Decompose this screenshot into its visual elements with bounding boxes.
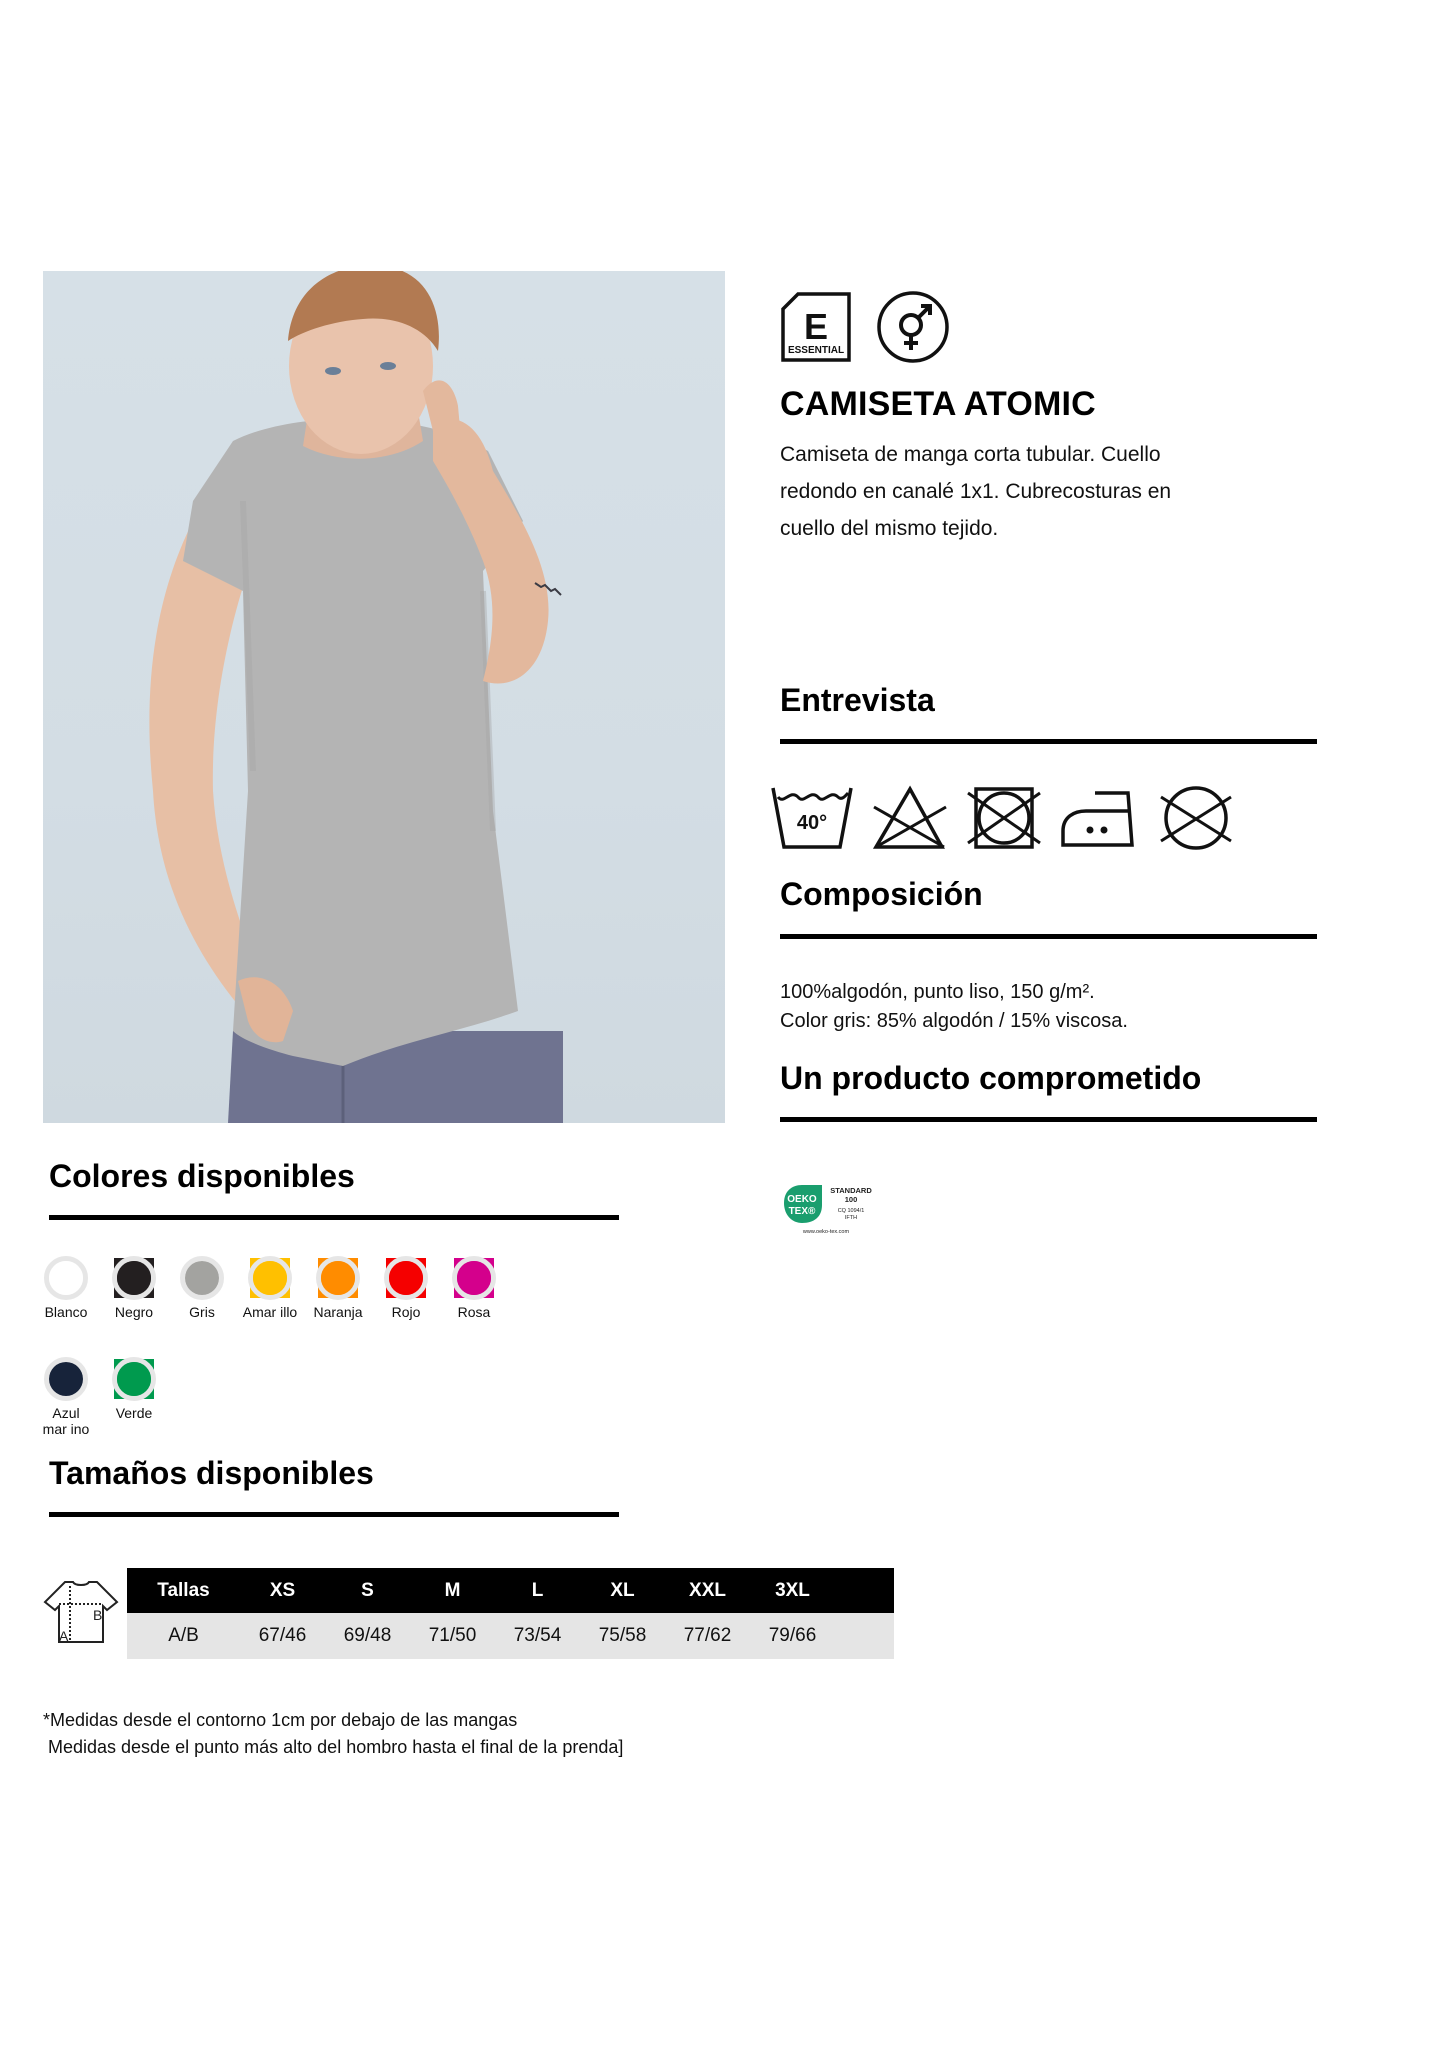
svg-text:TEX®: TEX® bbox=[788, 1206, 816, 1217]
svg-text:B: B bbox=[93, 1607, 103, 1623]
size-header-3xl: 3XL bbox=[750, 1568, 835, 1613]
color-label: Negro bbox=[114, 1304, 154, 1320]
color-label: Rosa bbox=[457, 1304, 491, 1320]
colors-divider bbox=[49, 1215, 619, 1220]
svg-text:A: A bbox=[59, 1628, 69, 1644]
size-value: 79/66 bbox=[750, 1613, 835, 1659]
color-label: Azul mar ino bbox=[42, 1405, 90, 1437]
color-swatches-row-2 bbox=[32, 1358, 168, 1437]
care-icons bbox=[770, 785, 1234, 851]
svg-text:www.oeko-tex.com: www.oeko-tex.com bbox=[802, 1229, 850, 1235]
size-header-label: Tallas bbox=[127, 1568, 240, 1613]
color-swatch-negro[interactable] bbox=[100, 1257, 168, 1320]
size-row-label: A/B bbox=[127, 1613, 240, 1659]
product-badges bbox=[780, 290, 950, 364]
commitment-heading: Un producto comprometido bbox=[780, 1060, 1202, 1096]
product-description: Camiseta de manga corta tubular. Cuello redondo en canalé 1x1. Cubrecosturas en cuello del mismo tejido. bbox=[780, 443, 1172, 540]
table-row bbox=[127, 1613, 894, 1659]
composition-heading: Composición bbox=[780, 876, 983, 912]
size-value: 71/50 bbox=[410, 1613, 495, 1659]
color-swatch-naranja[interactable] bbox=[304, 1257, 372, 1320]
care-heading: Entrevista bbox=[780, 682, 935, 718]
composition-divider bbox=[780, 934, 1317, 939]
product-photo bbox=[43, 271, 725, 1123]
size-header-spacer bbox=[835, 1568, 894, 1613]
color-swatch-amarillo[interactable] bbox=[236, 1257, 304, 1320]
svg-text:ESSENTIAL: ESSENTIAL bbox=[787, 345, 845, 356]
shirt-measure-icon bbox=[43, 1578, 119, 1646]
size-value: 75/58 bbox=[580, 1613, 665, 1659]
size-row-spacer bbox=[835, 1613, 894, 1659]
svg-text:CQ 1094/1: CQ 1094/1 bbox=[837, 1208, 865, 1214]
sizes-divider bbox=[49, 1512, 619, 1517]
size-header-xs: XS bbox=[240, 1568, 325, 1613]
color-swatch-blanco[interactable] bbox=[32, 1257, 100, 1320]
color-swatch-rojo[interactable] bbox=[372, 1257, 440, 1320]
color-label: Gris bbox=[189, 1304, 215, 1320]
size-value: 73/54 bbox=[495, 1613, 580, 1659]
composition-line: 100%algodón, punto liso, 150 g/m². bbox=[780, 981, 1095, 1003]
svg-text:STANDARD: STANDARD bbox=[830, 1186, 872, 1195]
care-divider bbox=[780, 739, 1317, 744]
svg-text:100: 100 bbox=[844, 1195, 858, 1204]
size-table bbox=[127, 1568, 894, 1659]
iron-medium-icon bbox=[1060, 785, 1140, 851]
size-header-xl: XL bbox=[580, 1568, 665, 1613]
model-illustration bbox=[43, 271, 725, 1123]
svg-text:OEKO: OEKO bbox=[787, 1194, 817, 1205]
composition-line: Color gris: 85% algodón / 15% viscosa. bbox=[780, 1010, 1128, 1032]
no-tumble-dry-icon bbox=[966, 785, 1042, 851]
svg-text:IFTH: IFTH bbox=[844, 1215, 858, 1221]
color-label: Verde bbox=[115, 1405, 153, 1421]
size-header-xxl: XXL bbox=[665, 1568, 750, 1613]
color-label: Amar illo bbox=[242, 1304, 298, 1320]
size-value: 69/48 bbox=[325, 1613, 410, 1659]
size-value: 77/62 bbox=[665, 1613, 750, 1659]
color-swatch-verde[interactable] bbox=[100, 1358, 168, 1437]
size-header-l: L bbox=[495, 1568, 580, 1613]
svg-text:E: E bbox=[803, 306, 829, 347]
essential-badge-icon bbox=[780, 291, 852, 363]
product-title: CAMISETA ATOMIC bbox=[780, 385, 1096, 423]
measurement-notes bbox=[43, 1707, 623, 1761]
measurement-note: *Medidas desde el contorno 1cm por debajo de las mangas bbox=[43, 1710, 518, 1730]
color-swatches-row-1 bbox=[32, 1257, 508, 1320]
size-header-s: S bbox=[325, 1568, 410, 1613]
oeko-tex-logo-icon bbox=[780, 1183, 880, 1239]
color-label: Naranja bbox=[313, 1304, 363, 1320]
color-swatch-gris[interactable] bbox=[168, 1257, 236, 1320]
size-table-header-row bbox=[127, 1568, 894, 1613]
color-swatch-rosa[interactable] bbox=[440, 1257, 508, 1320]
svg-text:40°: 40° bbox=[796, 812, 828, 834]
commitment-divider bbox=[780, 1117, 1317, 1122]
no-bleach-icon bbox=[872, 785, 948, 851]
composition-text bbox=[780, 978, 1128, 1036]
no-dry-clean-icon bbox=[1158, 785, 1234, 851]
color-label: Blanco bbox=[44, 1304, 88, 1320]
color-label: Rojo bbox=[391, 1304, 421, 1320]
size-value: 67/46 bbox=[240, 1613, 325, 1659]
colors-heading: Colores disponibles bbox=[49, 1158, 355, 1194]
sizes-heading: Tamaños disponibles bbox=[49, 1455, 374, 1491]
wash-40-icon bbox=[770, 785, 854, 851]
unisex-gender-icon bbox=[876, 290, 950, 364]
size-header-m: M bbox=[410, 1568, 495, 1613]
measurement-note: Medidas desde el punto más alto del hombro hasta el final de la prenda] bbox=[43, 1737, 624, 1757]
color-swatch-azul-marino[interactable] bbox=[32, 1358, 100, 1437]
